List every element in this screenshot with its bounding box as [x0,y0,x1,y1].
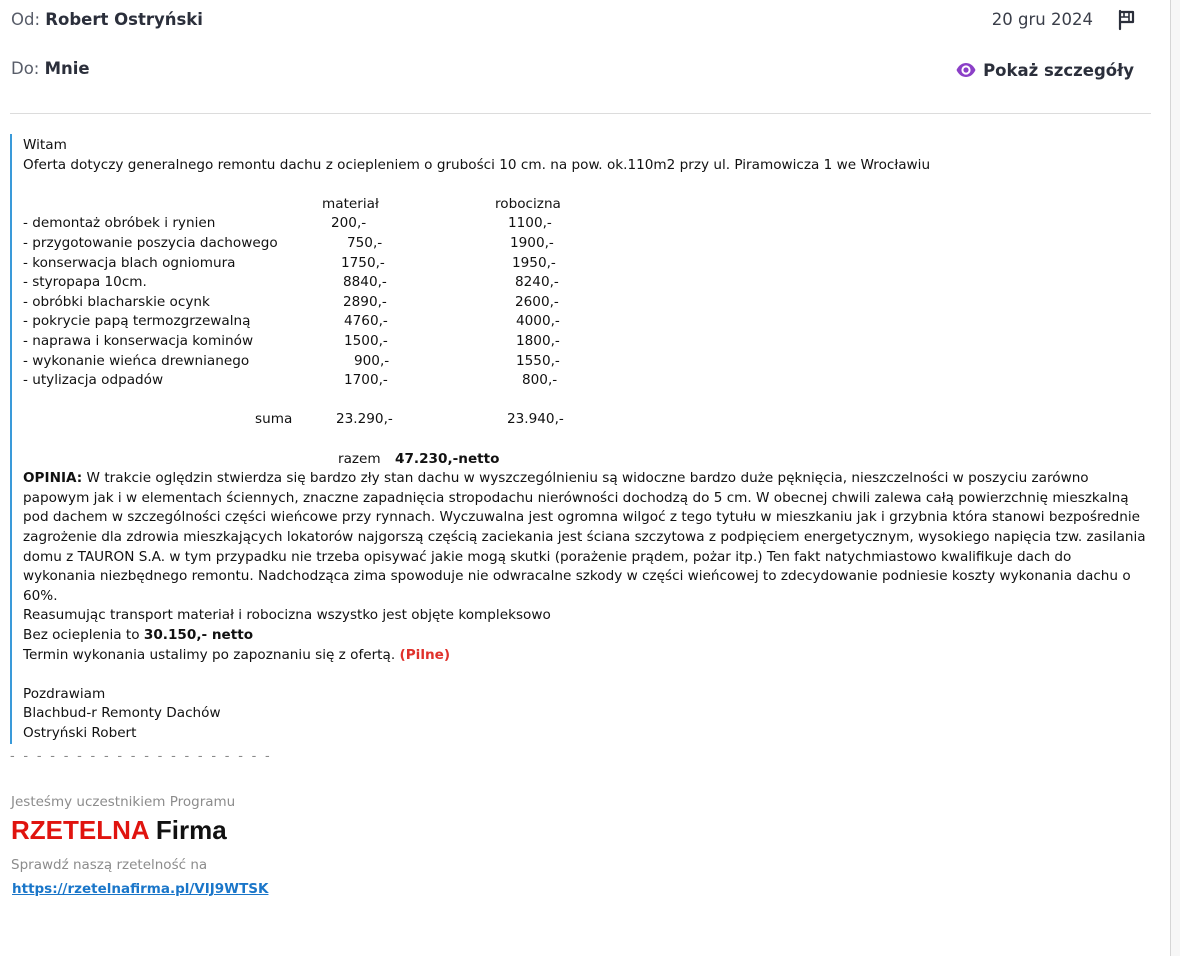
row-item: - demontaż obróbek i rynien [23,215,216,232]
row-material: 2890,- [343,293,387,310]
col-header-material: materiał [322,195,379,212]
row-item: - pokrycie papą termozgrzewalną [23,313,251,330]
row-labor: 2600,- [515,293,559,310]
header-divider [10,113,1151,114]
row-material: 1700,- [344,372,388,389]
greeting: Witam [23,137,67,153]
opinion-paragraph [23,469,1148,606]
logo-black-text: Firma [148,815,227,845]
program-text: Jesteśmy uczestnikiem Programu [11,794,236,810]
offer-intro: Oferta dotyczy generalnego remontu dachu z ociepleniem o grubości 10 cm. na pow. ok.110m2 przy ul. Piramowicza 1 we Wrocławiu [23,156,931,173]
row-labor: 1950,- [512,254,556,271]
row-item: - przygotowanie poszycia dachowego [23,234,278,251]
sum-row [23,410,1148,430]
show-details-button[interactable] [955,59,1134,81]
rzetelna-firma-logo [11,815,227,846]
deadline-text: Termin wykonania ustalimy po zapoznaniu się z ofertą. [23,646,400,663]
signature-separator: - - - - - - - - - - - - - - - - - - - - [10,749,273,764]
row-labor: 800,- [522,372,558,389]
row-item: - konserwacja blach ogniomura [23,254,236,271]
row-item: - utylizacja odpadów [23,372,164,389]
row-material: 750,- [347,234,383,251]
price-table [23,195,1148,391]
row-labor: 1100,- [508,215,552,232]
email-date: 20 gru 2024 [991,10,1093,29]
message-body [23,136,1148,743]
scrollbar[interactable] [1170,0,1180,956]
row-material: 4760,- [344,313,388,330]
row-material: 1750,- [341,254,385,271]
row-item: - obróbki blacharskie ocynk [23,293,210,310]
closing: Pozdrawiam [23,685,106,702]
signature: Ostryński Robert [23,724,137,741]
total-value: 47.230,-netto [395,450,500,467]
row-material: 1500,- [344,332,388,349]
to-row [11,59,90,78]
sum-material: 23.290,- [336,411,393,428]
sender-name[interactable]: Robert Ostryński [45,10,203,29]
no-insulation-prefix: Bez ocieplenia to [23,626,144,643]
row-labor: 8240,- [515,274,559,291]
row-item: - wykonanie wieńca drewnianego [23,352,250,369]
row-material: 8840,- [343,274,387,291]
sum-labor: 23.940,- [507,411,564,428]
company-name: Blachbud-r Remonty Dachów [23,705,221,722]
spacer [23,175,1148,195]
spacer [23,430,1148,450]
urgent-badge: (Pilne) [399,646,451,663]
row-material: 900,- [354,352,390,369]
row-labor: 1900,- [510,234,554,251]
col-header-labor: robocizna [495,195,561,212]
no-insulation-line [23,626,1148,646]
to-label: Do: [11,59,40,78]
eye-icon [955,59,977,81]
summary-line: Reasumując transport materiał i robocizna wszystko jest objęte kompleksowo [23,607,551,624]
row-item: - styropapa 10cm. [23,274,147,291]
row-labor: 1550,- [516,352,560,369]
from-row [11,10,203,29]
opinion-text: W trakcie oględzin stwierdza się bardzo zły stan dachu w wyszczególnieniu są widoczne bardzo duże pęknięcia, nieszczelności w poszyciu zarówno papowym jak i w elementach ściennych, znaczne zapadnięcia stropodachu nierówności dochodzą do 5 cm. W obecnej chwili zalewa całą powierzchnię mieszkalną pod dachem w szczególności części wieńcowe przy rynnach. Wyczuwalna jest ogromna wilgoć z tego tytułu w mieszkaniu jak i grzybnia która stanowi bezpośrednie zagrożenie dla zdrowia mieszkających lokatorów najgorszą częścią zaciekania jest ściana szczytowa z podpięciem energetycznym, wysokiego napięcia tzw. zasilania domu z TAURON S.A. w tym przypadku nie trzeba opisywać jakie mogą skutki (porażenie prądem, pożar itp.) Ten fakt natychmiastowo kwalifikuje dach do wykonania niezbędnego remontu. Nadchodząca zima spowoduje nie odwracalne szkody w części wieńcowej to zdecydowanie podniesie koszty wykonania dachu o 60%. [23,470,1146,604]
spacer [23,665,1148,685]
logo-red-text: RZETELNA [11,815,149,845]
check-text: Sprawdź naszą rzetelność na [11,857,208,873]
flag-icon[interactable] [1116,9,1138,31]
deadline-line [23,646,1148,666]
total-row [23,450,1148,470]
sum-label: suma [255,411,293,428]
recipient-name[interactable]: Mnie [44,59,90,78]
from-label: Od: [11,10,41,29]
total-label: razem [338,450,381,467]
row-material: 200,- [331,215,367,232]
row-labor: 4000,- [516,313,560,330]
spacer [23,391,1148,411]
row-labor: 1800,- [516,332,560,349]
no-insulation-value: 30.150,- netto [143,626,254,643]
opinion-label: OPINIA: [23,470,83,487]
verification-link[interactable]: https://rzetelnafirma.pl/VIJ9WTSK [12,881,269,897]
show-details-label: Pokaż szczegóły [983,60,1134,80]
row-item: - naprawa i konserwacja kominów [23,332,254,349]
